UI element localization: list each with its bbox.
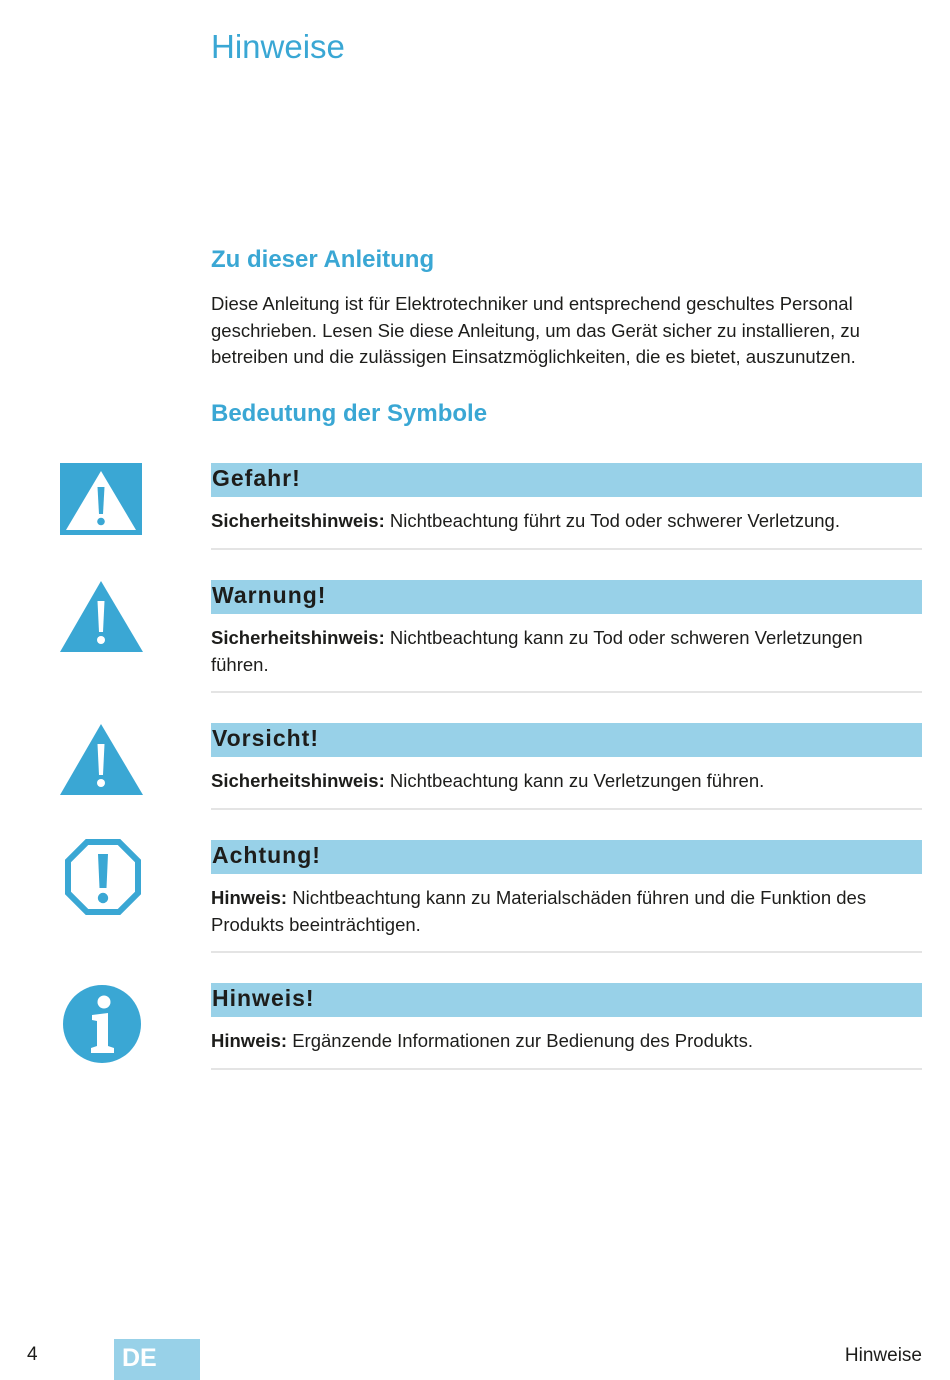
footer-section-title: Hinweise bbox=[844, 1345, 922, 1366]
symbol-description bbox=[211, 508, 916, 535]
symbol-label: Hinweis: bbox=[211, 887, 288, 908]
symbol-title: Warnung! bbox=[212, 582, 327, 608]
symbol-label: Hinweis: bbox=[211, 1030, 288, 1051]
symbol-description bbox=[211, 625, 916, 678]
bar-info bbox=[211, 983, 922, 1017]
symbol-title: Vorsicht! bbox=[212, 725, 319, 751]
bar-attention bbox=[211, 840, 922, 874]
bar-caution bbox=[211, 723, 922, 757]
language-label: DE bbox=[122, 1344, 157, 1372]
caution-triangle-icon bbox=[60, 723, 144, 807]
symbol-text: Nichtbeachtung kann zu Materialschäden führen und die Funktion des Produkts beeinträchtigen. bbox=[211, 887, 867, 935]
symbol-text: Ergänzende Informationen zur Bedienung des Produkts. bbox=[287, 1030, 753, 1051]
about-text: Diese Anleitung ist für Elektrotechniker und entsprechend geschultes Personal geschrieben. Lesen Sie diese Anleitung, um das Gerät sicher zu installieren, zu betreiben und die zulässigen Einsatzmöglichkeiten, die es bietet, auszunutzen. bbox=[211, 293, 860, 367]
symbol-label: Sicherheitshinweis: bbox=[211, 510, 385, 531]
symbols-heading: Bedeutung der Symbole bbox=[211, 400, 488, 427]
symbol-text: Nichtbeachtung führt zu Tod oder schwerer Verletzung. bbox=[384, 510, 840, 531]
symbol-description bbox=[211, 768, 916, 795]
symbol-label: Sicherheitshinweis: bbox=[211, 627, 385, 648]
symbol-title: Achtung! bbox=[212, 842, 321, 868]
symbol-title: Gefahr! bbox=[212, 465, 301, 491]
warning-triangle-icon bbox=[60, 580, 144, 664]
bar-warning bbox=[211, 580, 922, 614]
symbol-text: Nichtbeachtung kann zu Tod oder schweren Verletzungen führen. bbox=[211, 627, 863, 675]
divider bbox=[211, 1068, 922, 1070]
symbol-text: Nichtbeachtung kann zu Verletzungen führen. bbox=[384, 770, 765, 791]
divider bbox=[211, 691, 922, 693]
divider bbox=[211, 548, 922, 550]
bar-danger bbox=[211, 463, 922, 497]
symbol-label: Sicherheitshinweis: bbox=[211, 770, 385, 791]
info-circle-icon bbox=[62, 984, 146, 1068]
symbol-description bbox=[211, 1028, 916, 1055]
language-badge bbox=[114, 1339, 200, 1380]
divider bbox=[211, 808, 922, 810]
page-number: 4 bbox=[27, 1344, 38, 1365]
symbol-title: Hinweis! bbox=[212, 985, 315, 1011]
danger-square-warning-icon bbox=[60, 463, 144, 537]
page-title: Hinweise bbox=[211, 28, 345, 65]
divider bbox=[211, 951, 922, 953]
about-heading: Zu dieser Anleitung bbox=[211, 246, 435, 273]
attention-octagon-icon bbox=[64, 838, 148, 922]
symbol-description bbox=[211, 885, 916, 938]
